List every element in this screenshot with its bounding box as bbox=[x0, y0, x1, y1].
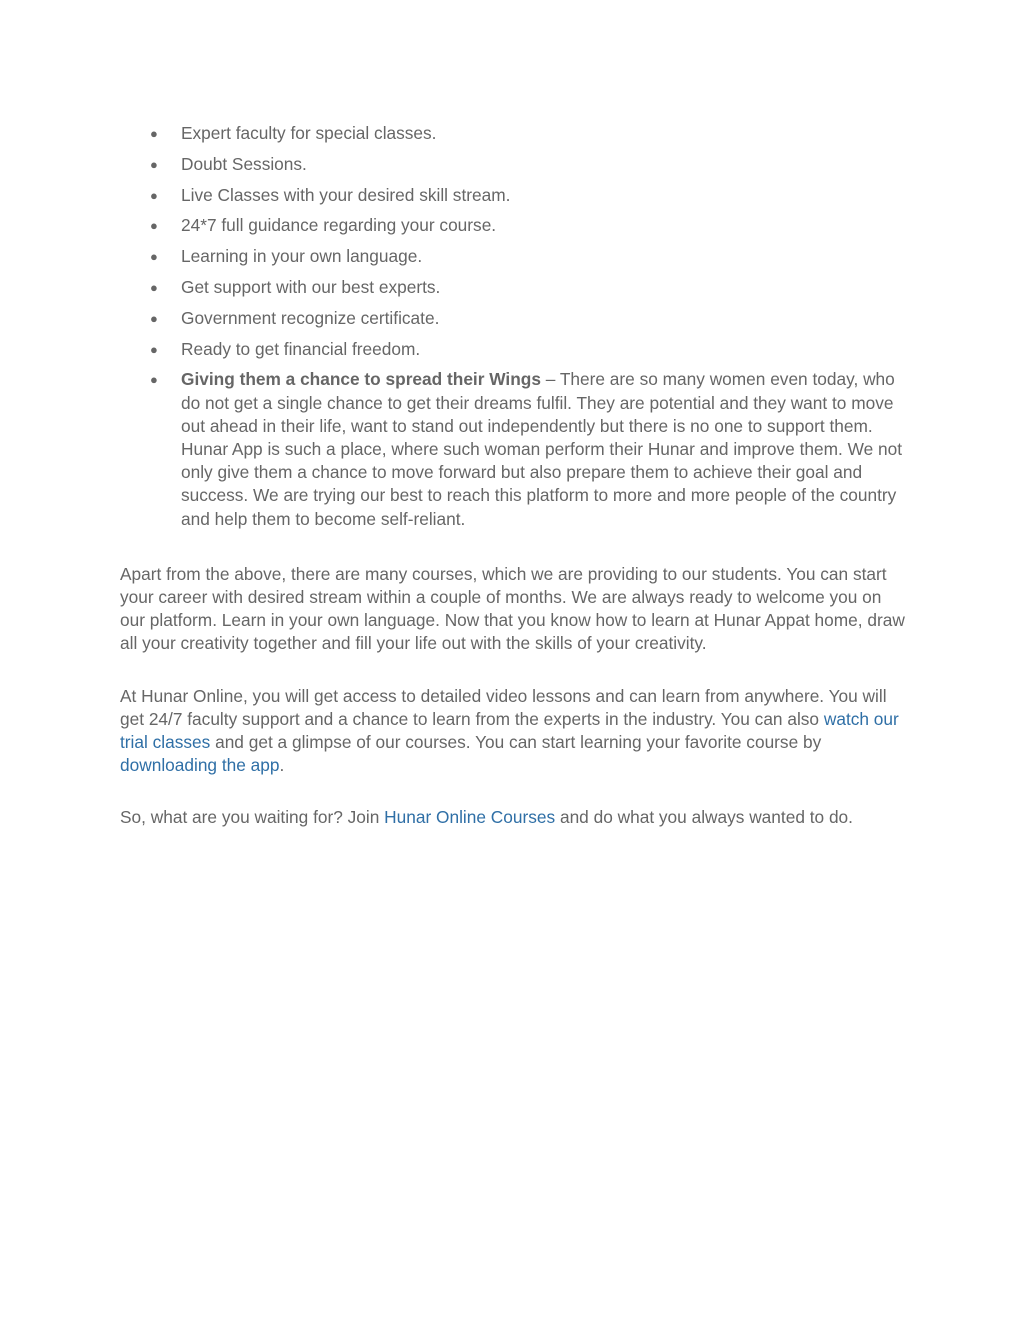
list-item: ● Get support with our best experts. bbox=[120, 276, 910, 299]
list-item: ● Ready to get financial freedom. bbox=[120, 338, 910, 361]
list-item: ● Learning in your own language. bbox=[120, 245, 910, 268]
download-app-link[interactable]: downloading the app bbox=[120, 755, 280, 776]
paragraph-online-text-2: and get a glimpse of our courses. You can start learning your favorite course by bbox=[210, 732, 822, 753]
list-item: ● Government recognize certificate. bbox=[120, 307, 910, 330]
paragraph-join-text-2: and do what you always wanted to do. bbox=[555, 807, 853, 828]
list-item: ● Doubt Sessions. bbox=[120, 153, 910, 176]
paragraph-online-text-1: At Hunar Online, you will get access to detailed video lessons and can learn from anywhere. You will get 24/7 faculty support and a chance to learn from the experts in the industry. You can also bbox=[120, 685, 887, 729]
document-page bbox=[120, 122, 910, 830]
paragraph-join-text-1: So, what are you waiting for? Join bbox=[120, 807, 385, 828]
paragraph-online bbox=[120, 685, 910, 778]
list-item: ● Expert faculty for special classes. bbox=[120, 122, 910, 145]
list-item: ● 24*7 full guidance regarding your course. bbox=[120, 214, 910, 237]
wings-text: – There are so many women even today, who do not get a single chance to get their dreams fulfil. They are potential and they want to move out ahead in their life, want to stand out independently but there is no one to support them. Hunar App is such a place, where such woman perform their Hunar and improve them. We not only give them a chance to move forward but also prepare them to achieve their goal and success. We are trying our best to reach this platform to more and more people of the country and help them to become self-reliant. bbox=[181, 369, 903, 529]
hunar-courses-link[interactable]: Hunar Online Courses bbox=[384, 807, 556, 828]
wings-heading: Giving them a chance to spread their Wings bbox=[181, 369, 541, 390]
list-item-wings bbox=[120, 368, 910, 530]
paragraph-join bbox=[120, 806, 910, 829]
feature-list bbox=[120, 122, 910, 531]
paragraph-courses: Apart from the above, there are many courses, which we are providing to our students. You can start your career with desired stream within a couple of months. We are always ready to welcome you on our platform. Learn in your own language. Now that you know how to learn at Hunar Appat home, draw all your creativity together and fill your life out with the skills of your creativity. bbox=[120, 563, 905, 654]
list-item: ● Live Classes with your desired skill stream. bbox=[120, 184, 910, 207]
trial-classes-link[interactable]: watch our trial classes bbox=[120, 708, 899, 753]
paragraph-online-text-3: . bbox=[279, 755, 285, 776]
